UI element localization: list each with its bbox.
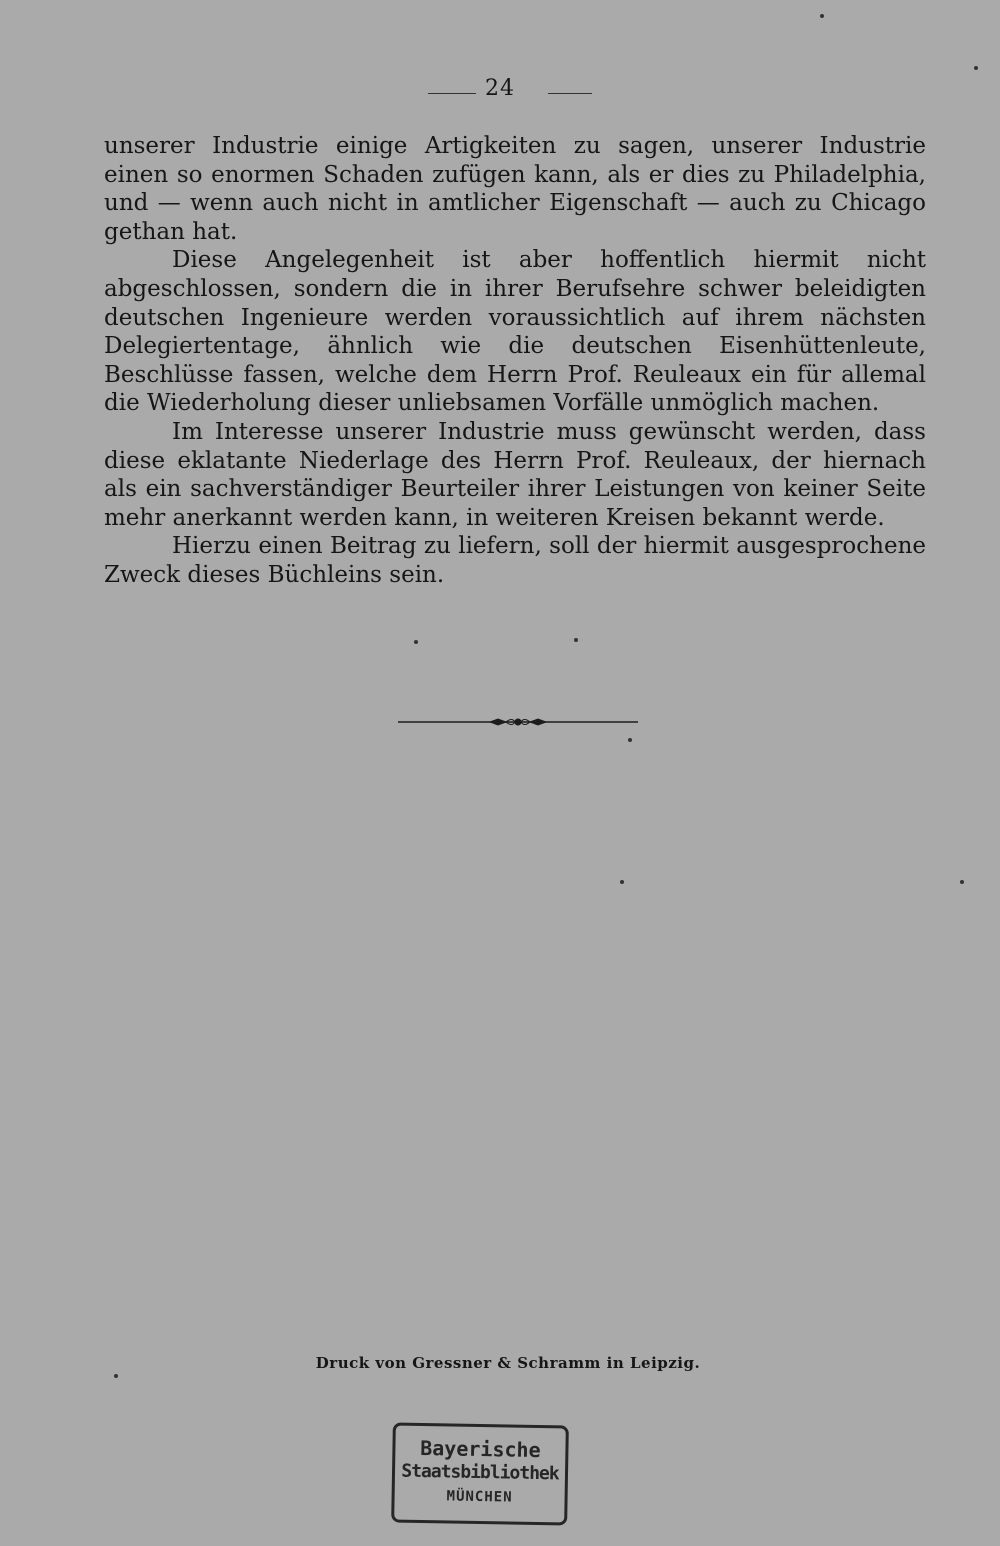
stamp-line-2: Staatsbibliothek xyxy=(401,1460,559,1485)
paper-speck xyxy=(114,1374,118,1378)
paper-speck xyxy=(414,640,418,644)
page-number: 24 xyxy=(485,76,515,101)
stamp-line-3: MÜNCHEN xyxy=(446,1488,513,1506)
paper-speck xyxy=(960,880,964,884)
paragraph-2: Diese Angelegenheit ist aber hoffentlich hiermit nicht abgeschlossen, sondern die in ihrer Berufsehre schwer beleidigten deutschen Ingenieure werden voraussichtlich auf ihrem nächsten Delegiertentage, ähnlich wie die deutschen Eisenhüttenleute, Beschlüsse fassen, welche dem Herrn Prof. Reuleaux ein für allemal die Wiederholung dieser unliebsamen Vorfälle unmöglich machen. xyxy=(104,247,926,417)
ornamental-divider xyxy=(398,712,638,732)
paragraph-4: Hierzu einen Beitrag zu liefern, soll der hiermit ausgesprochene Zweck dieses Büchleins sein. xyxy=(104,533,926,588)
paper-speck xyxy=(574,638,578,642)
paragraph-3: Im Interesse unserer Industrie muss gewünscht werden, dass diese eklatante Niederlage des Herrn Prof. Reuleaux, der hiernach als ein sachverständiger Beurteiler ihrer Leistungen von keiner Seite mehr anerkannt werden kann, in weiteren Kreisen bekannt werde. xyxy=(104,418,926,531)
paper-speck xyxy=(620,880,624,884)
paper-speck xyxy=(628,738,632,742)
paper-speck xyxy=(820,14,824,18)
stamp-line-1: Bayerische xyxy=(420,1435,541,1463)
page-number-rule-right xyxy=(548,93,592,94)
paper-speck xyxy=(974,66,978,70)
paragraph-1: unserer Industrie einige Artigkeiten zu sagen, unserer Industrie einen so enormen Schaden zufügen kann, als er dies zu Philadelphia, und — wenn auch nicht in amtlicher Eigenschaft — auch zu Chicago gethan hat. xyxy=(104,133,926,245)
body-text xyxy=(104,132,926,590)
printer-imprint: Druck von Gressner & Schramm in Leipzig. xyxy=(315,1354,701,1372)
library-stamp xyxy=(391,1422,569,1525)
